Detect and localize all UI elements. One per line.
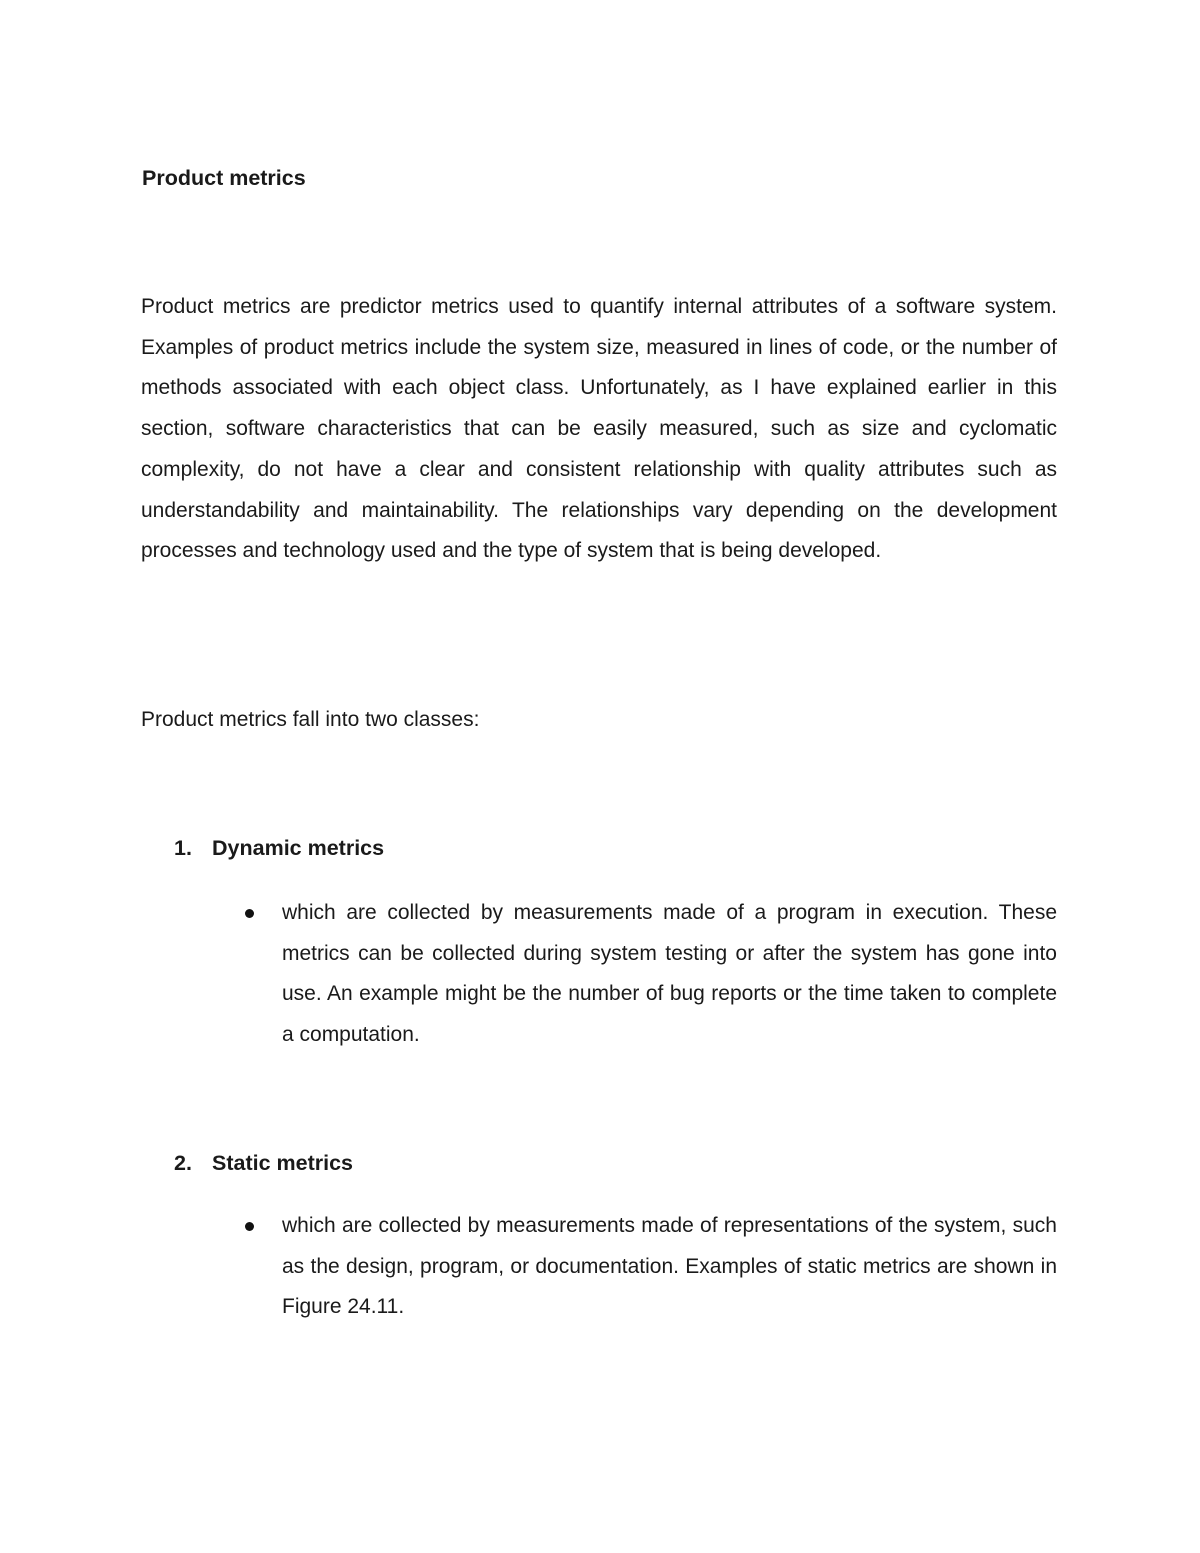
list-item-static-metrics [174, 1149, 353, 1177]
bullet-text-static-metrics: which are collected by measurements made of representations of the system, such as the design, program, or documentation. Examples of static metrics are shown in Figure 24.11. [282, 1214, 1057, 1319]
list-item-title: Dynamic metrics [212, 836, 385, 860]
intro-paragraph: Product metrics are predictor metrics used to quantify internal attributes of a software system. Examples of product metrics include the system size, measured in lines of code, or the number of methods associated with each object class. Unfortunately, as I have explained earlier in this section, software characteristics that can be easily measured, such as size and cyclomatic complexity, do not have a clear and consistent relationship with quality attributes such as understandability and maintainability. The relationships vary depending on the development processes and technology used and the type of system that is being developed. [141, 295, 1057, 563]
bullet-icon [245, 1222, 254, 1231]
bullet-icon [245, 909, 254, 918]
list-item-number: 1. [174, 836, 192, 860]
classes-intro-paragraph: Product metrics fall into two classes: [141, 708, 480, 731]
list-item-dynamic-metrics [174, 834, 384, 862]
bullet-text-dynamic-metrics: which are collected by measurements made of a program in execution. These metrics can be collected during system testing or after the system has gone into use. An example might be the number of bug reports or the time taken to complete a computation. [282, 901, 1057, 1047]
list-item-title: Static metrics [212, 1151, 354, 1175]
page-title: Product metrics [142, 166, 306, 190]
list-item-number: 2. [174, 1151, 192, 1175]
